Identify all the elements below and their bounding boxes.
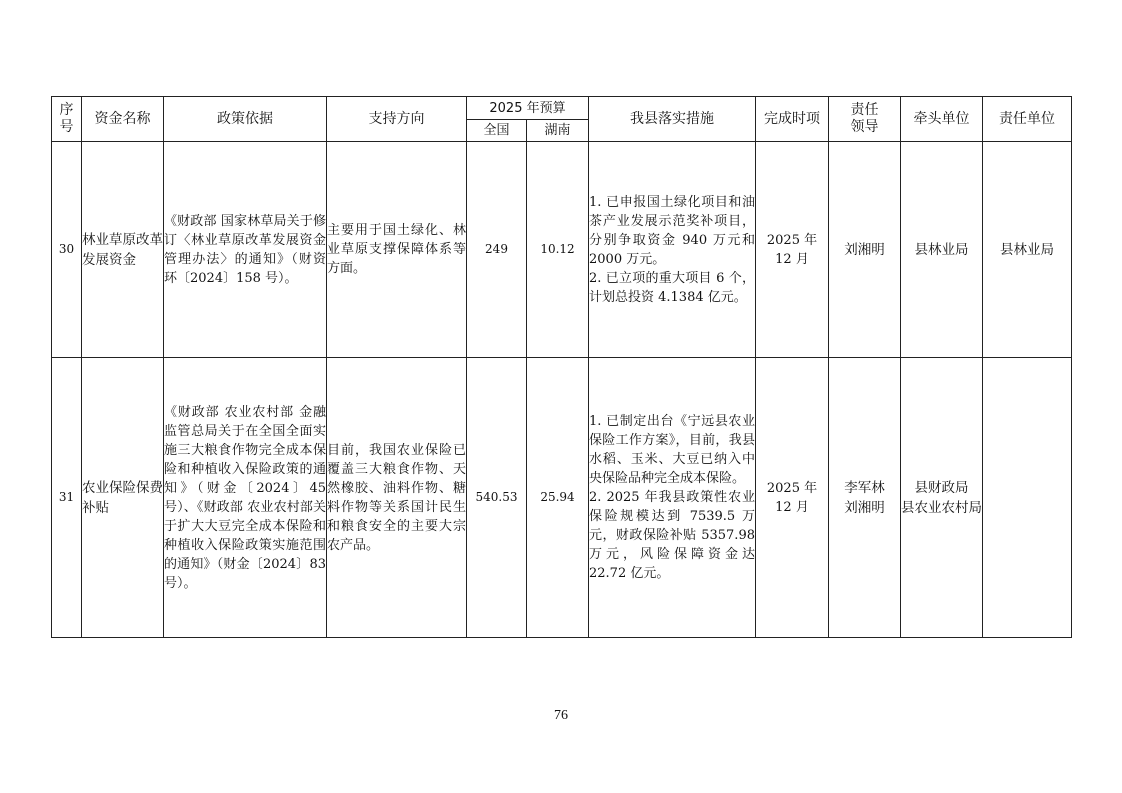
row-resp-unit <box>983 358 1072 638</box>
row-no: 30 <box>52 142 82 358</box>
header-resp-unit: 责任单位 <box>983 97 1072 142</box>
header-support-direction: 支持方向 <box>327 97 467 142</box>
header-completion-time: 完成时项 <box>756 97 829 142</box>
row-county-measures: 1. 已申报国土绿化项目和油茶产业发展示范奖补项目，分别争取资金 940 万元和 2000 万元。 2. 已立项的重大项目 6 个，计划总投资 4.1384 亿元。 <box>589 142 756 358</box>
header-leader: 责任 领导 <box>829 97 901 142</box>
row-support-direction: 主要用于国土绿化、林业草原支撑保障体系等方面。 <box>327 142 467 358</box>
row-support-direction: 目前，我国农业保险已覆盖三大粮食作物、天然橡胶、油料作物、糖料作物等关系国计民生和粮食安全的主要大宗农产品。 <box>327 358 467 638</box>
header-fund-name: 资金名称 <box>82 97 164 142</box>
table-row <box>52 358 1072 638</box>
header-lead-unit: 牵头单位 <box>901 97 983 142</box>
row-leader: 李军林 刘湘明 <box>829 358 901 638</box>
row-completion-time: 2025 年 12 月 <box>756 142 829 358</box>
page-number: 76 <box>554 708 568 723</box>
row-resp-unit: 县林业局 <box>983 142 1072 358</box>
row-county-measures: 1. 已制定出台《宁远县农业保险工作方案》，目前，我县水稻、玉米、大豆已纳入中央保险品种完全成本保险。 2. 2025 年我县政策性农业保险规模达到 7539.5 万元，财政保险补贴 5357.98 万元，风险保障资金达 22.72 亿元。 <box>589 358 756 638</box>
row-lead-unit: 县林业局 <box>901 142 983 358</box>
header-budget-hunan: 湖南 <box>527 120 589 142</box>
header-budget-group: 2025 年预算 <box>467 97 589 120</box>
fund-table <box>51 96 1072 638</box>
row-lead-unit: 县财政局 县农业农村局 <box>901 358 983 638</box>
row-budget-national: 249 <box>467 142 527 358</box>
header-policy-basis: 政策依据 <box>164 97 327 142</box>
row-budget-hunan: 25.94 <box>527 358 589 638</box>
header-row-1 <box>52 97 1072 120</box>
header-no: 序 号 <box>52 97 82 142</box>
row-fund-name: 林业草原改革发展资金 <box>82 142 164 358</box>
row-budget-hunan: 10.12 <box>527 142 589 358</box>
header-county-measures: 我县落实措施 <box>589 97 756 142</box>
table-row <box>52 142 1072 358</box>
row-leader: 刘湘明 <box>829 142 901 358</box>
row-no: 31 <box>52 358 82 638</box>
row-fund-name: 农业保险保费补贴 <box>82 358 164 638</box>
row-policy-basis: 《财政部 国家林草局关于修订〈林业草原改革发展资金管理办法〉的通知》（财资环〔2024〕158 号）。 <box>164 142 327 358</box>
row-policy-basis: 《财政部 农业农村部 金融监管总局关于在全国全面实施三大粮食作物完全成本保险和种植收入保险政策的通知》（财金〔2024〕45 号）、《财政部 农业农村部关于扩大大豆完全成本保险和种植收入保险政策实施范围的通知》（财金〔2024〕83 号）。 <box>164 358 327 638</box>
row-budget-national: 540.53 <box>467 358 527 638</box>
header-budget-national: 全国 <box>467 120 527 142</box>
row-completion-time: 2025 年 12 月 <box>756 358 829 638</box>
